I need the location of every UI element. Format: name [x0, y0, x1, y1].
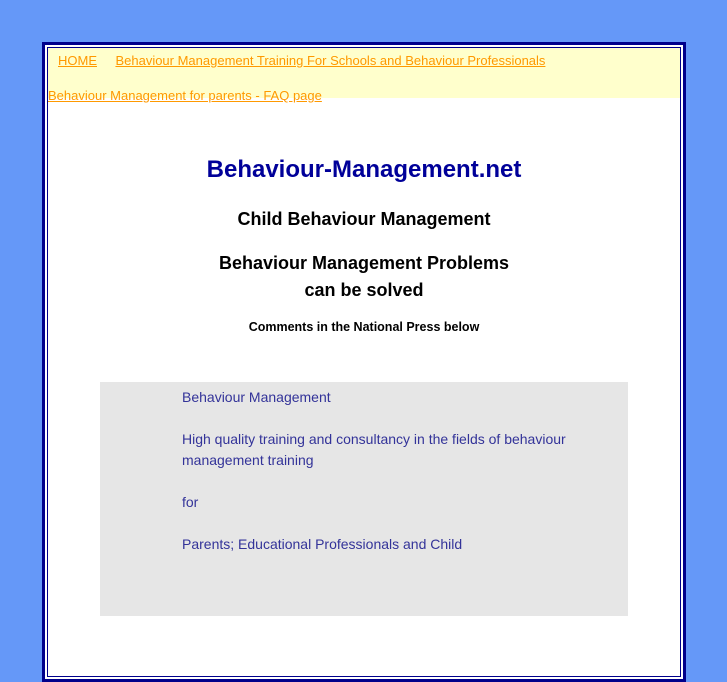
info-paragraph-audience: Parents; Educational Professionals and Child: [182, 536, 463, 552]
nav-link-parents-faq[interactable]: Behaviour Management for parents - FAQ page: [48, 88, 322, 103]
heading-line-2: can be solved: [304, 280, 424, 300]
nav-bar: [48, 48, 680, 103]
info-box: [100, 382, 628, 616]
subtitle-child-behaviour: Child Behaviour Management: [237, 209, 491, 229]
press-note: Comments in the National Press below: [248, 320, 480, 334]
page: [47, 47, 681, 677]
heading-line-1: Behaviour Management Problems: [218, 253, 510, 273]
nav-link-schools-training[interactable]: Behaviour Management Training For Schools and Behaviour Professionals: [115, 53, 546, 68]
nav-link-home[interactable]: HOME: [58, 53, 97, 68]
info-paragraph-for: for: [182, 494, 199, 510]
heading-problems-solved: [48, 250, 680, 304]
info-paragraph-description: High quality training and consultancy in the fields of behaviour management training: [182, 431, 566, 468]
nav-row-bottom: [48, 87, 680, 105]
info-paragraph-title: Behaviour Management: [182, 389, 331, 405]
site-title: Behaviour-Management.net: [206, 156, 522, 183]
nav-row-top: [48, 52, 680, 70]
page-frame: [42, 42, 686, 682]
